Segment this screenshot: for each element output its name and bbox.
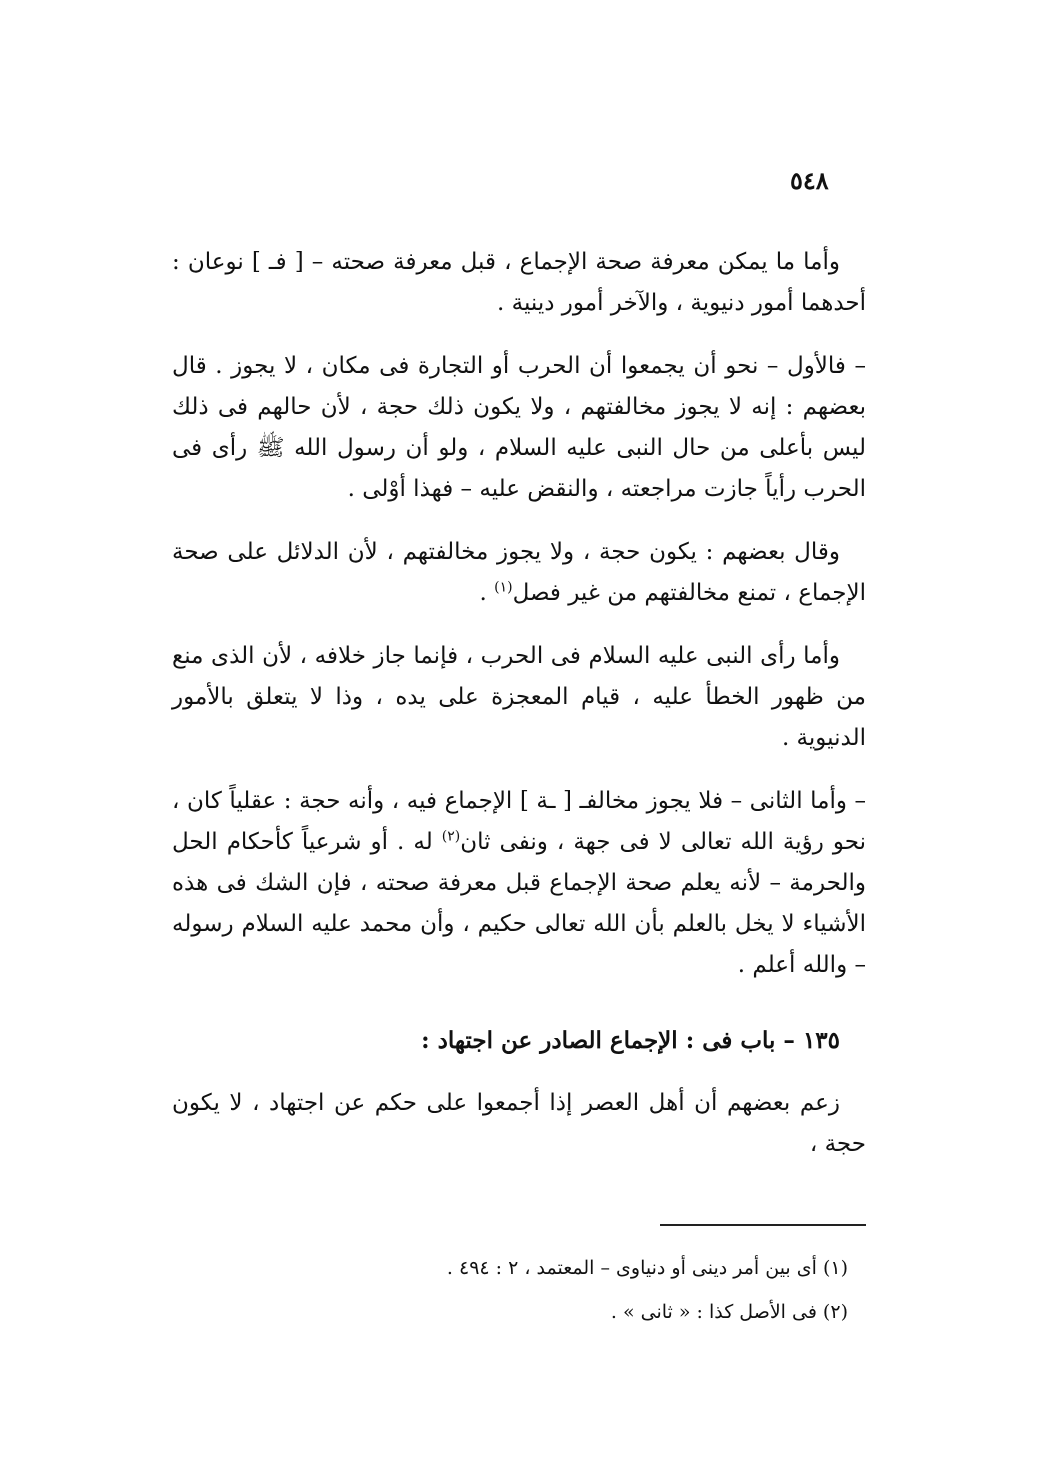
footnote-ref-1: (١) xyxy=(494,579,513,596)
main-text xyxy=(172,242,866,1187)
section-heading: ١٣٥ – باب فى : الإجماع الصادر عن اجتهاد : xyxy=(421,1027,840,1054)
footnote-ref-2: (٢) xyxy=(441,828,461,845)
footnote-2: (٢) فى الأصل كذا : « ثانى » . xyxy=(610,1301,848,1323)
paragraph-6: زعم بعضهم أن أهل العصر إذا أجمعوا على حكم عن اجتهاد ، لا يكون حجة ، xyxy=(172,1090,866,1157)
footnotes xyxy=(300,1246,848,1334)
paragraph-5-rest: له . أو شرعياً كأحكام الحل والحرمة – لأنه يعلم صحة الإجماع قبل معرفة صحته ، فإن الشك فى هذه الأشياء لا يخل بالعلم بأن الله تعالى حكيم ، وأن محمد عليه السلام رسوله – والله أعلم . xyxy=(172,829,866,978)
footnote-divider xyxy=(660,1224,866,1226)
footnote-1: (١) أى بين أمر دينى أو دنياوى – المعتمد ، ٢ : ٤٩٤ . xyxy=(446,1257,848,1279)
page-number: ٥٤٨ xyxy=(790,166,829,195)
paragraph-2: – فالأول – نحو أن يجمعوا أن الحرب أو التجارة فى مكان ، لا يجوز . قال بعضهم : إنه لا يجوز مخالفتهم ، ولا يكون ذلك حجة ، لأن حالهم فى ذلك ليس بأعلى من حال النبى عليه السلام ، ولو أن رسول الله ﷺ رأى فى الحرب رأياً جازت مراجعته ، والنقض عليه – فهذا أوْلى . xyxy=(172,353,866,502)
paragraph-3-tail: . xyxy=(479,580,495,606)
paragraph-5 xyxy=(172,781,866,986)
paragraph-1: وأما ما يمكن معرفة صحة الإجماع ، قبل معرفة صحته – [ فـ ] نوعان : أحدهما أمور دنيوية ، والآخر أمور دينية . xyxy=(172,249,866,316)
paragraph-4: وأما رأى النبى عليه السلام فى الحرب ، فإنما جاز خلافه ، لأن الذى منع من ظهور الخطأ عليه ، قيام المعجزة على يده ، وذا لا يتعلق بالأمور الدنيوية . xyxy=(172,643,866,751)
paragraph-3-text: وقال بعضهم : يكون حجة ، ولا يجوز مخالفتهم ، لأن الدلائل على صحة الإجماع ، تمنع مخالفتهم من غير فصل xyxy=(172,539,866,606)
paragraph-5-text: – وأما الثانى – فلا يجوز مخالفـ [ ـة ] الإجماع فيه ، وأنه حجة : عقلياً كان ، نحو رؤية الله تعالى لا فى جهة ، ونفى ثان xyxy=(172,788,867,855)
paragraph-3 xyxy=(172,532,866,614)
